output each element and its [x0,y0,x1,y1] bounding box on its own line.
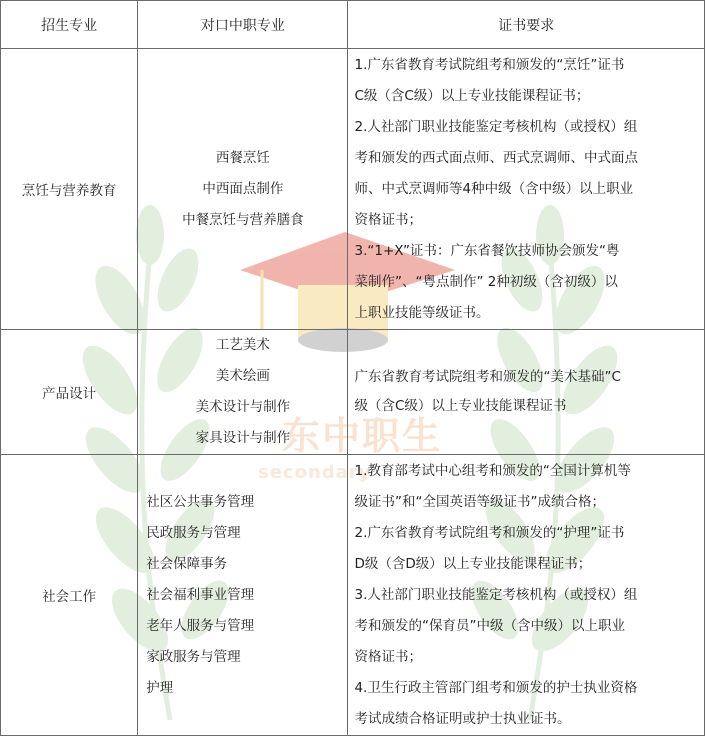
requirement-line: 3.人社部门职业技能鉴定考核机构（或授权）组 [354,586,638,603]
watermark-subtext: secondary [258,462,372,483]
requirement-line: 考和颁发的西式面点师、西式烹调师、中式面点 [354,149,638,166]
table-row [1,330,705,455]
requirement-line: D级（含D级）以上专业技能课程证书； [354,555,592,572]
table-row [1,49,705,330]
table-header-row [1,1,705,49]
requirement-line: 2.广东省教育考试院组考和颁发的“护理”证书 [354,524,625,541]
requirements-cell [348,455,705,736]
major-cell: 产品设计 [1,330,138,455]
requirement-line: 资格证书； [354,648,422,665]
related-major-item: 护理 [146,679,174,696]
requirement-line: 考和颁发的“保育员”中级（含中级）以上职业 [354,617,625,634]
related-major-item: 工艺美术 [215,337,270,353]
related-major-item: 民政服务与管理 [146,524,241,541]
related-major-item: 美术绘画 [215,368,270,384]
watermark-text: 东中职生 [282,414,443,458]
requirement-line: 上职业技能等级证书。 [354,304,490,321]
related-major-item: 家具设计与制作 [195,430,291,446]
related-major-item: 美术设计与制作 [195,399,291,415]
header-major: 招生专业 [1,1,138,49]
requirement-line: 广东省教育考试院组考和颁发的“美术基础”C [354,369,621,385]
header-certificate: 证书要求 [348,1,705,49]
related-majors-cell [138,49,348,330]
requirement-line: 级（含C级）以上专业技能课程证书 [354,398,567,414]
related-major-item: 家政服务与管理 [146,648,241,665]
related-major-item: 中餐烹饪与营养膳食 [182,211,304,228]
requirement-line: 3.“1+X”证书：广东省餐饮技师协会颁发“粤 [354,242,620,259]
requirement-line: 1.广东省教育考试院组考和颁发的“烹饪”证书 [354,56,625,73]
requirement-line: 考试成绩合格证明或护士执业证书。 [354,710,571,727]
related-major-item: 社区公共事务管理 [146,493,255,510]
related-major-item: 老年人服务与管理 [146,617,255,634]
requirement-line: 2.人社部门职业技能鉴定考核机构（或授权）组 [354,118,638,135]
requirement-line: C级（含C级）以上专业技能课程证书； [354,87,590,104]
related-major-item: 社会福利事业管理 [146,586,255,603]
requirement-line: 菜制作”、“粤点制作” 2种初级（含初级）以 [354,273,618,290]
requirement-line: 1.教育部考试中心组考和颁发的“全国计算机等 [354,462,631,479]
header-related-major: 对口中职专业 [138,1,348,49]
related-major-item: 社会保障事务 [146,555,228,572]
requirements-cell [348,330,705,455]
requirement-line: 师、中式烹调师等4种中级（含中级）以上职业 [354,180,634,197]
requirements-cell [348,49,705,330]
related-majors-cell [138,455,348,736]
major-cell: 社会工作 [1,455,138,736]
related-major-item: 西餐烹饪 [215,149,270,166]
requirement-line: 级证书”和“全国英语等级证书”成绩合格； [354,493,605,510]
requirement-line: 资格证书； [354,211,422,228]
related-major-item: 中西面点制作 [202,180,284,197]
related-majors-cell [138,330,348,455]
requirement-line: 4.卫生行政主管部门组考和颁发的护士执业资格 [354,679,638,696]
major-cell: 烹饪与营养教育 [1,49,138,330]
table-row [1,455,705,736]
